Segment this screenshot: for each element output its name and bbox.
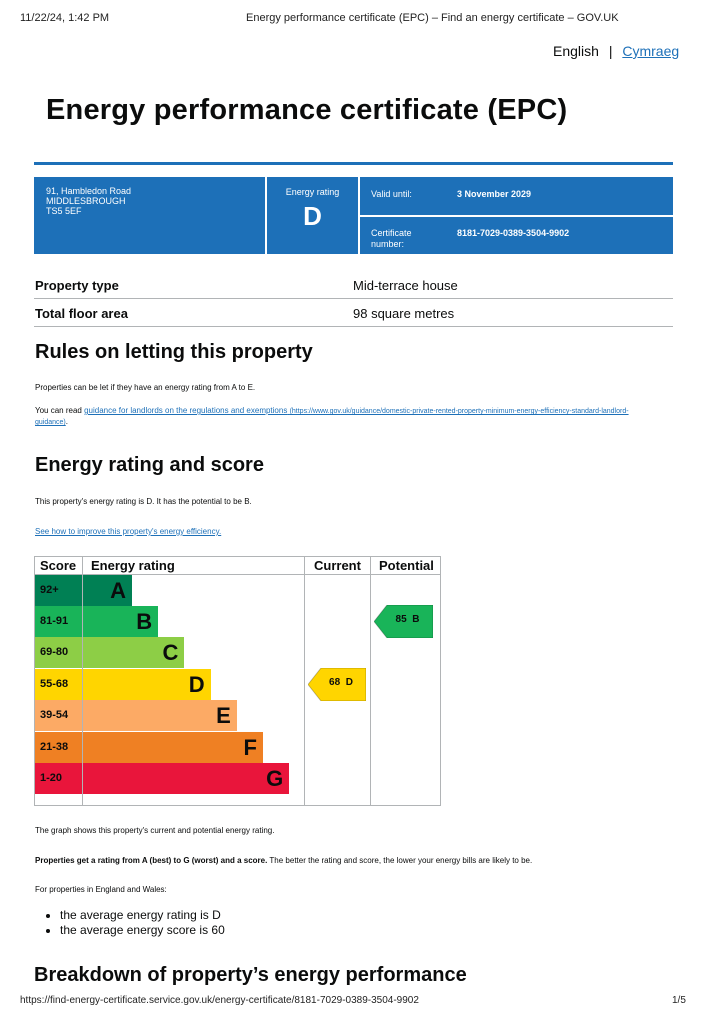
print-page-title: Energy performance certificate (EPC) – Find an energy certificate – GOV.UK — [246, 12, 619, 24]
energy-paragraph: This property's energy rating is D. It has the potential to be B. — [35, 497, 252, 506]
floor-area-row — [34, 299, 673, 327]
column-divider — [370, 557, 371, 805]
rating-bar-f — [83, 732, 263, 763]
text: . — [65, 417, 68, 426]
rules-paragraph: Properties can be let if they have an energy rating from A to E. — [35, 383, 256, 392]
rating-bar-letter: G — [266, 765, 284, 791]
rating-bar-letter: B — [136, 608, 153, 634]
page-title: Energy performance certificate (EPC) — [46, 94, 568, 126]
address-line: MIDDLESBROUGH — [46, 196, 126, 206]
address-line: TS5 5EF — [46, 206, 82, 216]
potential-rating-arrow — [374, 605, 433, 638]
graph-description: The graph shows this property's current and potential energy rating. — [35, 826, 275, 835]
list-item: • the average energy score is 60 — [60, 923, 225, 938]
rating-bar-letter: E — [216, 703, 231, 729]
rules-heading: Rules on letting this property — [35, 341, 313, 363]
averages-list — [34, 908, 225, 938]
score-band-b: 81-91 — [35, 606, 82, 637]
potential-rating-arrow-label: 85 B — [395, 613, 420, 625]
score-band-f: 21-38 — [35, 732, 82, 763]
certificate-summary — [34, 177, 673, 254]
rating-bar-letter: A — [110, 577, 126, 603]
rating-bar-d — [83, 669, 211, 700]
rating-bar-letter: F — [243, 734, 257, 760]
property-type-value: Mid-terrace house — [353, 278, 458, 293]
certificate-number-value: 8181-7029-0389-3504-9902 — [457, 228, 570, 238]
energy-heading: Energy rating and score — [35, 454, 264, 476]
certificate-number-label: Certificate number: — [371, 228, 412, 249]
print-page-number: 1/5 — [672, 995, 686, 1006]
rating-bar-letter: D — [188, 671, 205, 697]
divider — [360, 215, 673, 217]
language-welsh-link[interactable]: Cymraeg — [622, 43, 680, 59]
property-type-row — [34, 271, 673, 299]
floor-area-value: 98 square metres — [353, 306, 455, 321]
energy-rating-chart — [34, 556, 441, 806]
rating-explanation-rest: The better the rating and score, the lower your energy bills are likely to be. — [267, 856, 533, 865]
property-type-label: Property type — [35, 278, 119, 293]
current-rating-arrow — [308, 668, 366, 701]
score-band-d: 55-68 — [35, 669, 82, 700]
score-band-g: 1-20 — [35, 763, 82, 794]
print-datetime: 11/22/24, 1:42 PM — [20, 12, 110, 24]
rules-guidance-paragraph — [35, 406, 660, 428]
rating-bar-a — [83, 575, 132, 606]
england-wales-intro: For properties in England and Wales: — [35, 885, 167, 894]
title-rule — [34, 162, 673, 165]
valid-until-label: Valid until: — [371, 189, 412, 199]
list-item: • the average energy rating is D — [60, 908, 225, 923]
column-divider — [304, 557, 305, 805]
score-band-a: 92+ — [35, 575, 82, 606]
rating-bar-e — [83, 700, 237, 731]
language-switcher — [553, 43, 679, 59]
rating-bar-g — [83, 763, 289, 794]
language-separator: | — [608, 43, 613, 59]
rating-bar-b — [83, 606, 158, 637]
rating-bar-c — [83, 637, 184, 668]
current-column-header: Current — [314, 558, 361, 573]
score-band-e: 39-54 — [35, 700, 82, 731]
guidance-link-text[interactable]: guidance for landlords on the regulations and exemptions — [84, 406, 288, 415]
rating-explanation-bold: Properties get a rating from A (best) to G (worst) and a score. — [35, 856, 268, 865]
score-band-c: 69-80 — [35, 637, 82, 668]
score-column-header: Score — [40, 558, 77, 573]
breakdown-heading: Breakdown of property’s energy performance — [34, 964, 467, 986]
language-english[interactable]: English — [553, 43, 599, 59]
address — [46, 186, 131, 216]
potential-column-header: Potential — [379, 558, 434, 573]
guidance-link-url[interactable]: (https://www.gov.uk/guidance/domestic-private-rented-property-minimum-energy-efficiency-standard-landlord-guidance) — [35, 408, 629, 426]
text: You can read — [35, 406, 85, 415]
energy-rating-letter: D — [303, 201, 322, 231]
guidance-link[interactable] — [35, 406, 629, 426]
valid-until-value: 3 November 2029 — [457, 189, 532, 199]
rating-bar-letter: C — [162, 640, 179, 666]
print-footer-url: https://find-energy-certificate.service.gov.uk/energy-certificate/8181-7029-0389-3504-9902 — [20, 995, 419, 1006]
rating-explanation — [35, 856, 532, 865]
floor-area-label: Total floor area — [35, 306, 128, 321]
rating-column-header: Energy rating — [91, 558, 175, 573]
improve-efficiency-link[interactable]: See how to improve this property's energy efficiency. — [35, 527, 222, 536]
address-line: 91, Hambledon Road — [46, 186, 132, 196]
current-rating-arrow-label: 68 D — [329, 676, 353, 688]
energy-rating-label: Energy rating — [285, 187, 340, 197]
